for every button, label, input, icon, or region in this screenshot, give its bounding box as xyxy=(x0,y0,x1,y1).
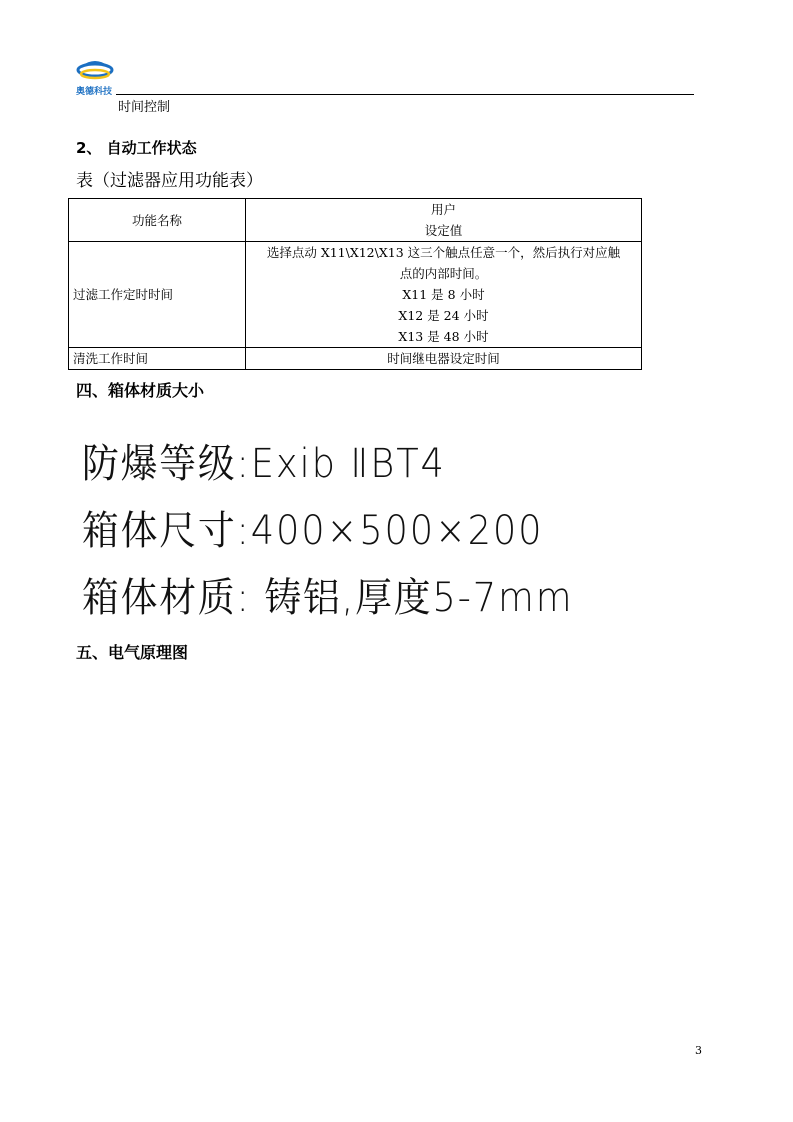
section-heading-auto: 2、 自动工作状态 xyxy=(76,139,197,157)
row-value-cell xyxy=(246,348,642,370)
row-value-line: X11 是 8 小时 xyxy=(402,287,485,302)
logo-text: 奥德科技 xyxy=(76,87,113,97)
row-name-cell: 清洗工作时间 xyxy=(69,348,246,370)
row-value-cell xyxy=(246,242,642,348)
row-value-line: X12 是 24 小时 xyxy=(398,308,489,323)
row-value-line: 点的内部时间。 xyxy=(399,266,488,281)
table-row xyxy=(69,242,642,348)
continued-text: 时间控制 xyxy=(118,100,171,115)
header-cell-value-line1: 用户 xyxy=(430,202,456,217)
row-value-line: 时间继电器设定时间 xyxy=(387,351,500,366)
header-divider xyxy=(116,94,694,95)
spec-box-size: 箱体尺寸:400×500×200 xyxy=(82,508,544,554)
section-heading-box: 四、箱体材质大小 xyxy=(76,381,205,400)
section-heading-diagram: 五、电气原理图 xyxy=(76,643,189,662)
table-caption: 表（过滤器应用功能表） xyxy=(76,171,263,191)
header-cell-value-line2: 设定值 xyxy=(424,223,463,238)
spec-box-material: 箱体材质: 铸铝,厚度5-7mm xyxy=(82,575,574,621)
row-name-cell: 过滤工作定时时间 xyxy=(69,242,246,348)
spec-explosion-grade: 防爆等级:Exib ⅡBT4 xyxy=(82,441,446,487)
table-row xyxy=(69,348,642,370)
row-value-line: 选择点动 X11\X12\X13 这三个触点任意一个，然后执行对应触 xyxy=(266,245,621,260)
row-value-line: X13 是 48 小时 xyxy=(398,329,489,344)
table-header-row xyxy=(69,199,642,242)
page-number: 3 xyxy=(695,1044,702,1057)
header-cell-value xyxy=(246,199,642,242)
header-cell-name: 功能名称 xyxy=(69,199,246,242)
function-table xyxy=(68,198,642,370)
